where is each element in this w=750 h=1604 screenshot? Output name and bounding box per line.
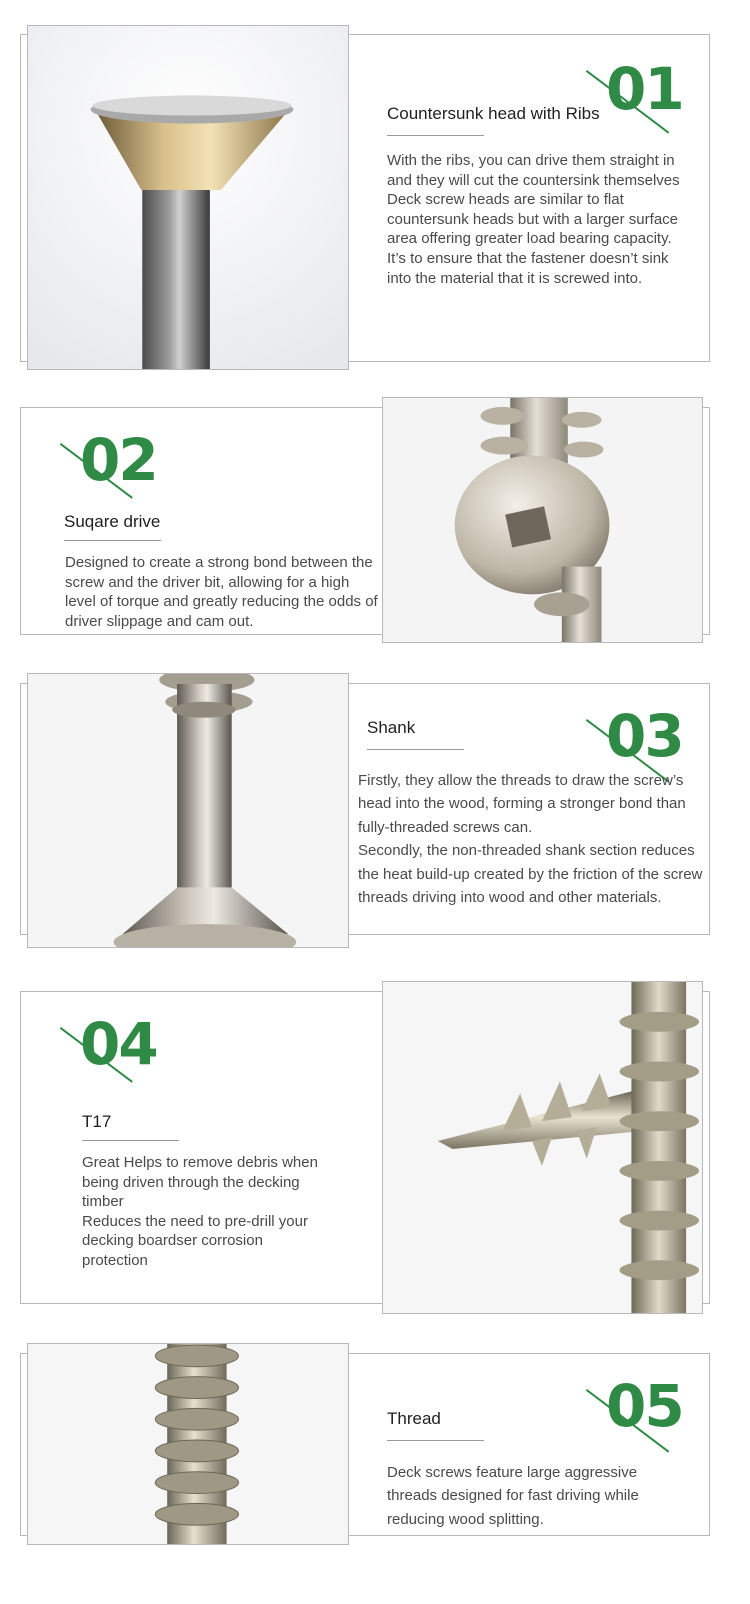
t17-tip-image <box>383 982 702 1313</box>
section-4-title: T17 <box>82 1112 112 1131</box>
square-drive-photo <box>382 397 703 643</box>
section-3-number: 03 <box>606 702 683 770</box>
countersunk-head-photo <box>27 25 349 370</box>
section-3-description <box>358 769 703 909</box>
section-2-title: Suqare drive <box>64 512 161 531</box>
section-1-number: 01 <box>606 55 683 123</box>
section-1-paragraph-2: Deck screw heads are similar to flat countersunk heads but with a larger surface area offering greater load bearing capacity. It’s to ensure that the fastener doesn’t sink into the material that it is screwed into. <box>387 191 678 287</box>
section-3-title: Shank <box>367 718 416 737</box>
section-5-paragraph-1: Deck screws feature large aggressive threads designed for fast driving while reducing wood splitting. <box>387 1464 639 1528</box>
section-4-number: 04 <box>80 1010 157 1078</box>
section-4-paragraph-1: Great Helps to remove debris when being driven through the decking timber <box>82 1154 318 1211</box>
thread-photo <box>27 1343 349 1545</box>
thread-image <box>28 1344 348 1544</box>
countersunk-head-image <box>28 26 348 369</box>
section-1-paragraph-1: With the ribs, you can drive them straight in and they will cut the countersink themselves <box>387 152 680 189</box>
section-5-title: Thread <box>387 1409 441 1428</box>
section-5-title-underline <box>387 1440 484 1441</box>
section-4-description <box>82 1153 332 1271</box>
section-1-title-underline <box>387 135 484 136</box>
section-3-paragraph-1: Firstly, they allow the threads to draw the screw’s head into the wood, forming a stronger bond than fully-threaded screws can. <box>358 772 686 836</box>
t17-tip-photo <box>382 981 703 1314</box>
section-3-paragraph-2: Secondly, the non-threaded shank section reduces the heat build-up created by the friction of the screw threads driving into wood and other materials. <box>358 842 703 907</box>
section-5-number: 05 <box>606 1372 683 1440</box>
square-drive-image <box>383 398 702 642</box>
shank-image <box>28 674 348 947</box>
section-2-description <box>65 553 380 631</box>
section-1-description <box>387 151 692 288</box>
section-4-title-underline <box>82 1140 179 1141</box>
section-1-title: Countersunk head with Ribs <box>387 104 600 123</box>
section-5-description <box>387 1461 687 1531</box>
section-2-title-underline <box>64 540 161 541</box>
shank-photo <box>27 673 349 948</box>
section-2-paragraph-1: Designed to create a strong bond between the screw and the driver bit, allowing for a high level of torque and greatly reducing the odds of driver slippage and cam out. <box>65 554 378 630</box>
section-4-paragraph-2: Reduces the need to pre-drill your decking boardser corrosion protection <box>82 1212 308 1269</box>
section-2-number: 02 <box>80 426 157 494</box>
section-3-title-underline <box>367 749 464 750</box>
